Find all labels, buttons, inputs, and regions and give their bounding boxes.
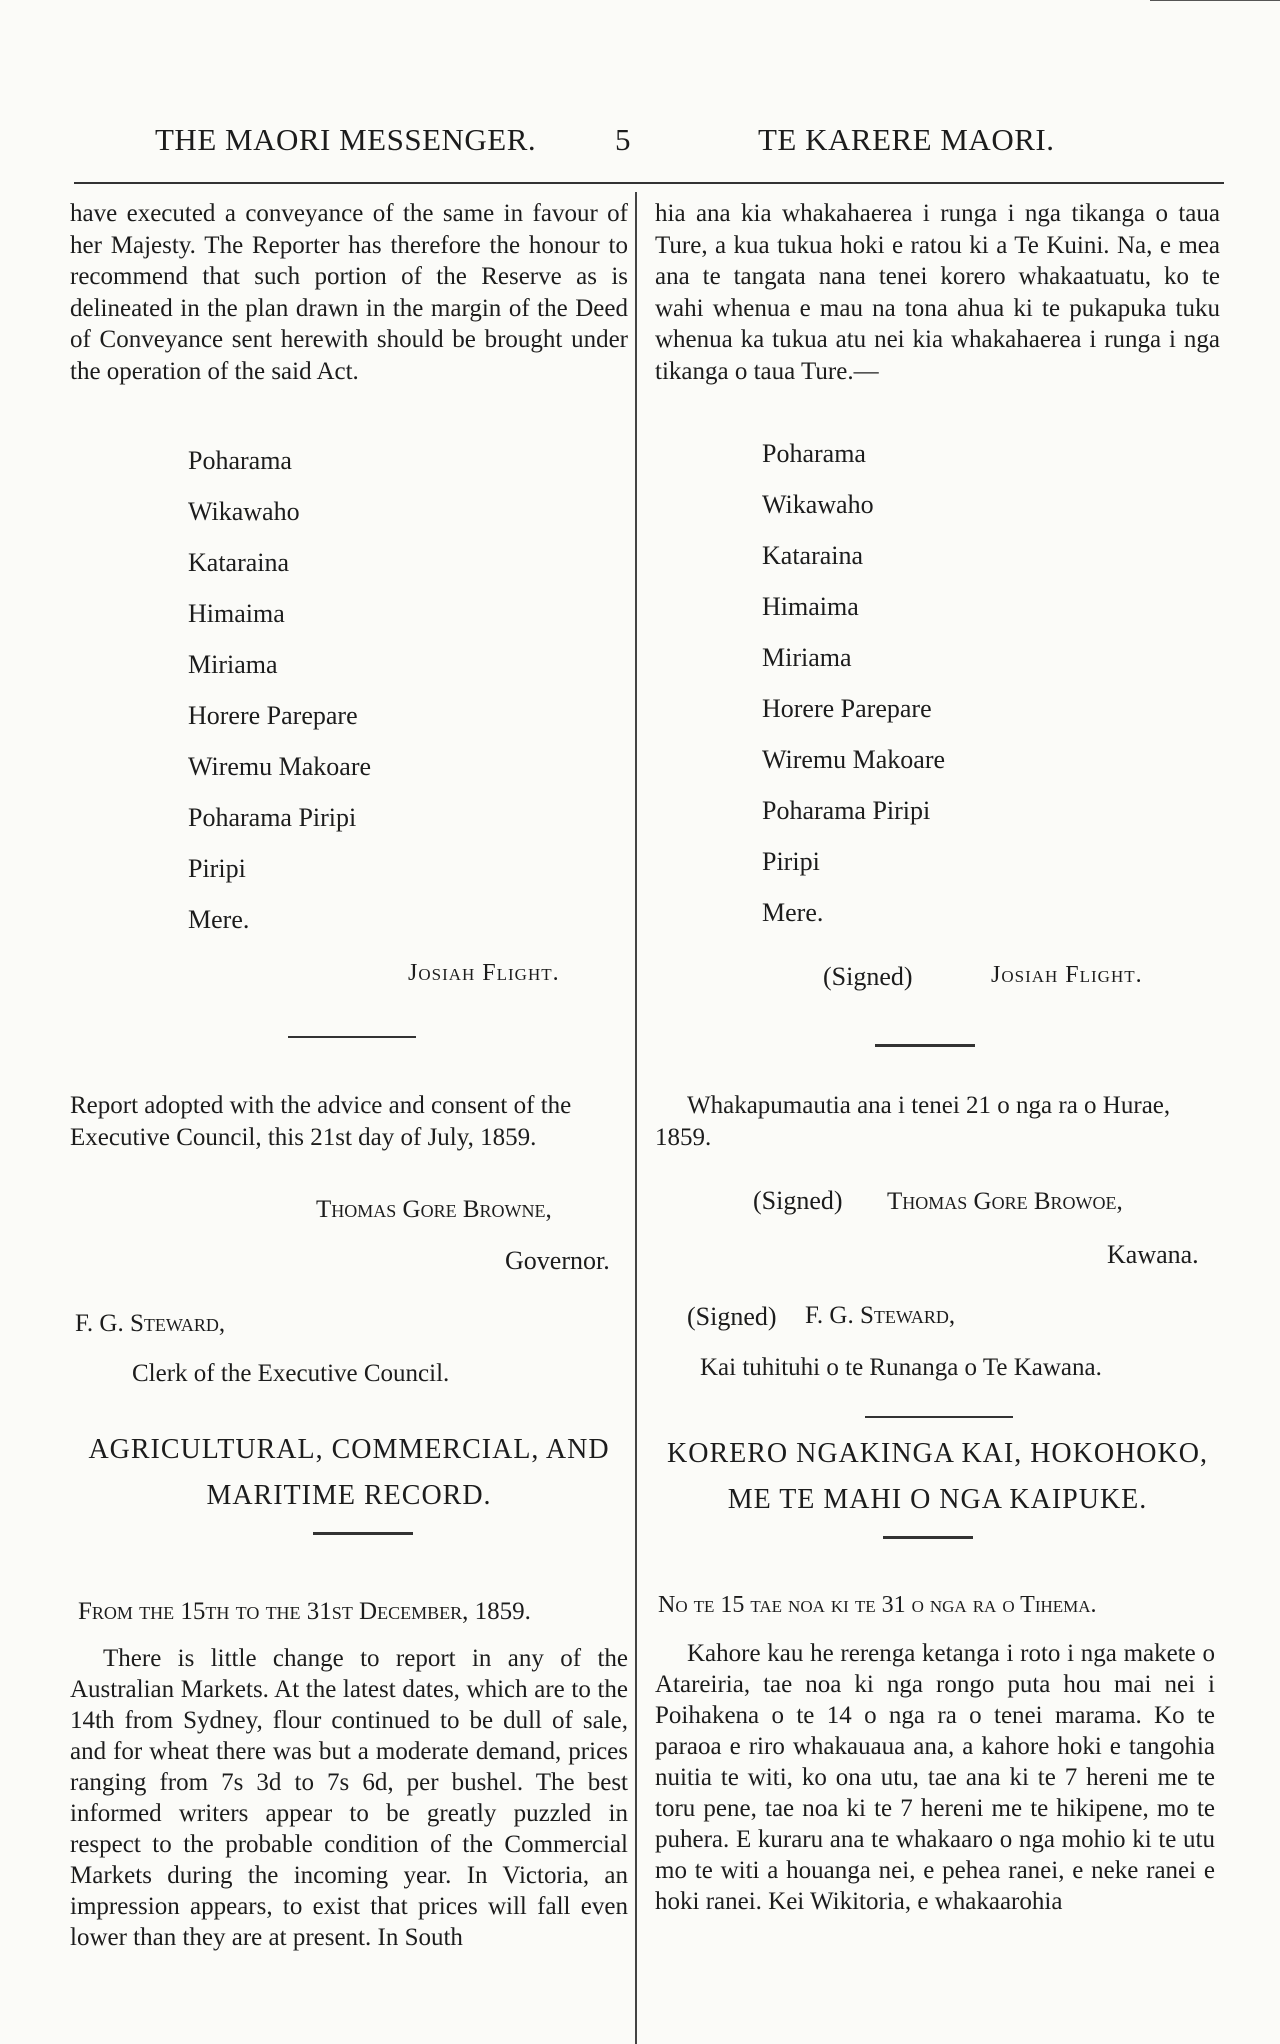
signatory-name: Poharama Piripi (762, 796, 931, 825)
signatory-list-maori (762, 428, 945, 938)
clerk-title-maori: Kai tuhituhi o te Runanga o Te Kawana. (700, 1354, 1102, 1381)
market-report-maori: Kahore kau he rerenga ketanga i roto i nga makete o Atareiria, tae noa ki nga rongo puta hou mai nei i Poihakena o te 14 o nga ra o tenei marama. Ko te paraoa e riro whakauaua ana, a kahore hoki e tangohia nuitia te witi, ko ona utu, tae ana ki te 7 hereni me te toru pene, tae noa ki te 7 hereni me te hikipene, mo te puhera. E kuraru ana te whakaaro o nga mohio ki te utu mo te witi a houanga nei, e pehea ranei, e neke ranei e hoki ranei. Kei Wikitoria, e whakaarohia (655, 1640, 1215, 1915)
governor-title-maori: Kawana. (1107, 1240, 1199, 1269)
report-paragraph-maori: hia ana kia whakahaerea i runga i nga tikanga o taua Ture, a kua tukua hoki e ratou ki a Te Kuini. Na, e mea ana te tangata nana tenei korero whakaatuatu, ko te wahi whenua e mau na tona ahua ki te pukapuka tuku whenua ka tukua atu nei kia whakahaerea i runga i nga tikanga o taua Ture.— (655, 200, 1220, 385)
signatory-name: Horere Parepare (188, 701, 358, 730)
signed-label: (Signed) (823, 962, 913, 991)
reporter-signature-maori: Josiah Flight. (991, 962, 1143, 988)
english-column (70, 198, 628, 1951)
page-header (140, 122, 1080, 162)
section-heading-line2: MARITIME RECORD. (206, 1480, 492, 1511)
signatory-name: Wikawaho (762, 490, 874, 519)
signatory-name: Mere. (762, 898, 824, 927)
signatory-name: Piripi (188, 854, 246, 883)
signatory-name: Wiremu Makoare (188, 752, 372, 781)
governor-name: Thomas Gore Browne, (316, 1196, 552, 1223)
adoption-note-maori: Whakapumautia ana i tenei 21 o nga ra o Hurae, 1859. (655, 1092, 1171, 1151)
signatory-name: Horere Parepare (762, 694, 932, 723)
signatory-name: Himaima (762, 592, 859, 621)
date-range-maori: No te 15 tae noa ki te 31 o nga ra o Tihema. (658, 1592, 1097, 1618)
corner-rule (1150, 0, 1280, 1)
date-range: From the 15th to the 31st December, 1859. (78, 1598, 531, 1625)
governor-title: Governor. (505, 1246, 610, 1275)
signatory-name: Poharama Piripi (188, 803, 357, 832)
section-divider-maori-2 (865, 1416, 1013, 1418)
signatory-name: Piripi (762, 847, 820, 876)
signatory-list (188, 435, 371, 945)
clerk-name-maori: F. G. Steward, (805, 1302, 956, 1329)
section-heading-maori: KORERO NGAKINGA KAI, HOKOHOKO, (667, 1438, 1208, 1469)
page-number: 5 (615, 122, 631, 157)
signatory-name: Wikawaho (188, 497, 300, 526)
signatory-name: Miriama (762, 643, 852, 672)
signatory-name: Kataraina (188, 548, 290, 577)
header-rule (74, 182, 1224, 184)
section-divider-maori (875, 1044, 975, 1047)
header-maori-title: TE KARERE MAORI. (758, 122, 1055, 157)
header-english-title: THE MAORI MESSENGER. (155, 122, 537, 157)
signatory-name: Poharama (188, 446, 292, 475)
clerk-title: Clerk of the Executive Council. (132, 1360, 450, 1387)
maori-column (655, 198, 1220, 1915)
signatory-name: Kataraina (762, 541, 864, 570)
reporter-signature: Josiah Flight. (408, 960, 560, 986)
section-divider (288, 1036, 416, 1038)
signatory-name: Miriama (188, 650, 278, 679)
governor-signed-label: (Signed) (753, 1186, 843, 1215)
market-report: There is little change to report in any of the Australian Markets. At the latest dates, which are to the 14th from Sydney, flour continued to be dull of sale, and for wheat there was but a moderate demand, prices ranging from 7s 3d to 7s 6d, per bushel. The best informed writers appear to be greatly puzzled in respect to the probable condition of the Commercial Markets during the incoming year. In Victoria, an impression appears, to exist that prices will fall even lower than they are at present. In South (70, 1645, 628, 1951)
section-heading-maori-line2: ME TE MAHI O NGA KAIPUKE. (727, 1484, 1148, 1515)
section-rule-maori (883, 1536, 973, 1539)
section-heading: AGRICULTURAL, COMMERCIAL, AND (88, 1434, 610, 1465)
signatory-name: Himaima (188, 599, 285, 628)
clerk-signed-label: (Signed) (687, 1302, 777, 1331)
report-paragraph: have executed a conveyance of the same in favour of her Majesty. The Reporter has therefore the honour to recommend that such portion of the Reserve as is delineated in the plan drawn in the margin of the Deed of Conveyance sent herewith should be brought under the operation of the said Act. (70, 200, 628, 385)
signatory-name: Wiremu Makoare (762, 745, 946, 774)
signatory-name: Mere. (188, 905, 250, 934)
clerk-name: F. G. Steward, (75, 1310, 226, 1337)
section-rule (313, 1532, 413, 1535)
signatory-name: Poharama (762, 439, 866, 468)
governor-name-maori: Thomas Gore Browoe, (887, 1188, 1123, 1215)
adoption-note: Report adopted with the advice and consent of the Executive Council, this 21st day of July, 1859. (70, 1092, 572, 1151)
column-divider (635, 192, 637, 2044)
